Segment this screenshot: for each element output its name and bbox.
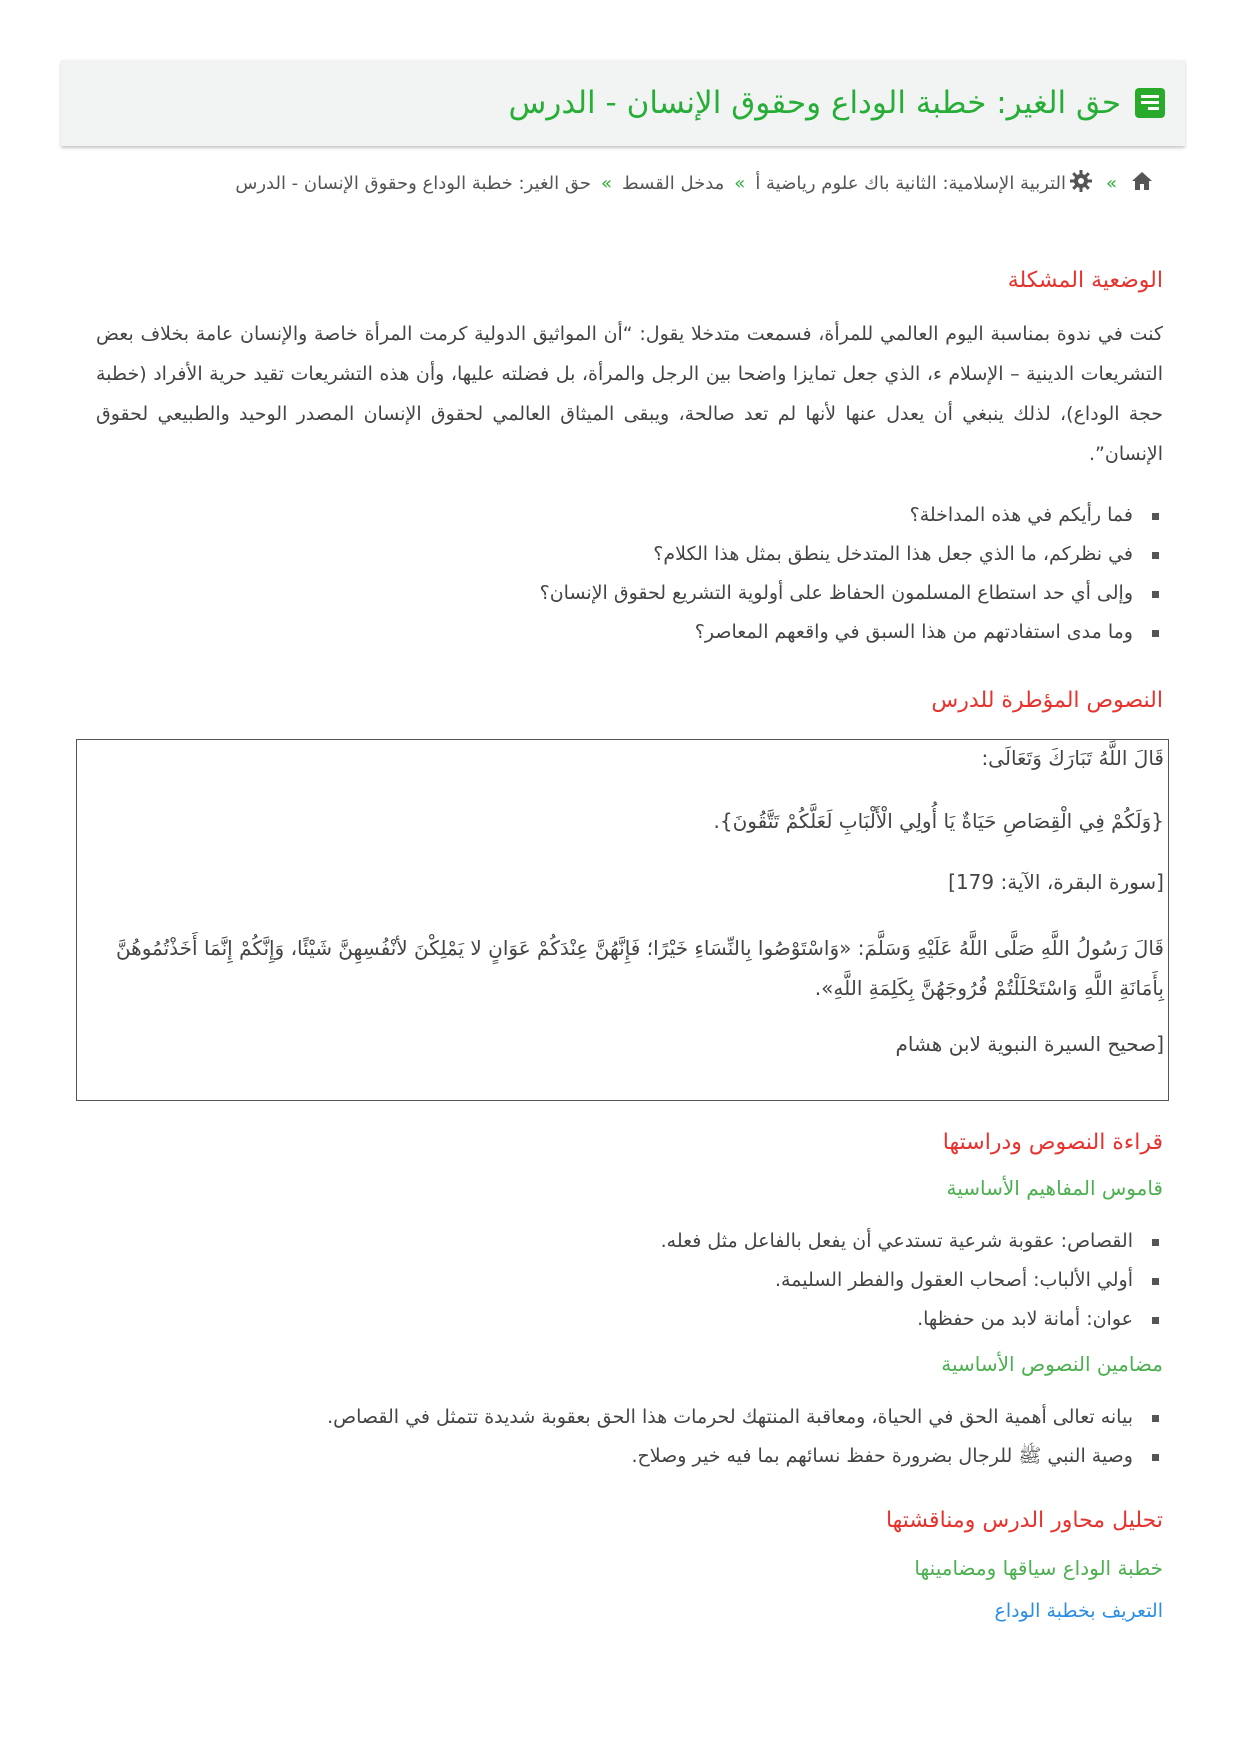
list-item: أولي الألباب: أصحاب العقول والفطر السليمة.: [661, 1261, 1163, 1300]
contents-heading: مضامين النصوص الأساسية: [941, 1352, 1163, 1376]
breadcrumb: [100, 170, 1157, 197]
home-icon[interactable]: [1131, 171, 1153, 196]
list-item: بيانه تعالى أهمية الحق في الحياة، ومعاقبة المنتهك لحرمات هذا الحق بعقوبة شديدة تتمثل في القصاص.: [327, 1398, 1163, 1437]
breadcrumb-item-current: حق الغير: خطبة الوداع وحقوق الإنسان - الدرس: [235, 173, 591, 194]
quran-verse: {وَلَكُمْ فِي الْقِصَاصِ حَيَاةٌ يَا أُولِي الْأَلْبَابِ لَعَلَّكُمْ تَتَّقُونَ}.: [713, 809, 1164, 833]
hadith-text: قَالَ رَسُولُ اللَّهِ صَلَّى اللَّهُ عَلَيْهِ وَسَلَّمَ: «وَاسْتَوْصُوا بِالنِّسَاءِ خَيْرًا؛ فَإِنَّهُنَّ عِنْدَكُمْ عَوَانٍ لا يَمْلِكْنَ لأنْفُسِهِنَّ شَيْئًا، وَإِنَّكُمْ إِنَّمَا أَخَذْتُمُوهُنَّ بِأَمَانَةِ اللَّهِ وَاسْتَحْلَلْتُمْ فُرُوجَهُنَّ بِكَلِمَةِ اللَّهِ».: [115, 936, 1164, 1000]
dictionary-list: [661, 1222, 1163, 1339]
breadcrumb-item-subject[interactable]: التربية الإسلامية: الثانية باك علوم رياضية أ: [755, 173, 1066, 194]
list-item: عوان: أمانة لابد من حفظها.: [661, 1300, 1163, 1339]
breadcrumb-separator: »: [734, 173, 746, 194]
breadcrumb-separator: »: [1105, 173, 1117, 194]
hadith-reference: [صحيح السيرة النبوية لابن هشام: [895, 1032, 1164, 1056]
list-item: القصاص: عقوبة شرعية تستدعي أن يفعل بالفاعل مثل فعله.: [661, 1222, 1163, 1261]
breadcrumb-separator: »: [600, 173, 612, 194]
list-item: وإلى أي حد استطاع المسلمون الحفاظ على أولوية التشريع لحقوق الإنسان؟: [540, 574, 1163, 613]
document-icon: [1135, 88, 1165, 118]
quote-intro: قَالَ اللَّهُ تَبَارَكَ وَتَعَالَى:: [981, 746, 1164, 770]
contents-list: [327, 1398, 1163, 1476]
quote-box: [76, 739, 1169, 1101]
title-bar: [61, 60, 1185, 146]
breadcrumb-item-unit[interactable]: مدخل القسط: [621, 173, 725, 194]
questions-list: [540, 496, 1163, 652]
problem-paragraph: كنت في ندوة بمناسبة اليوم العالمي للمرأة، فسمعت متدخلا يقول: “أن المواثيق الدولية كرمت المرأة خاصة والإنسان عامة بخلاف بعض التشريعات الدينية – الإسلام ء، الذي جعل تمايزا واضحا بين الرجل والمرأة، بل فضلته عليها، وأن هذه التشريعات تقيد حرية الأفراد (خطبة حجة الوداع)، لذلك ينبغي أن يعدل عنها لأنها لم تعد صالحة، ويبقى الميثاق العالمي لحقوق الإنسان المصدر الوحيد والطبيعي لحقوق الإنسان”.: [96, 323, 1163, 465]
verse-reference: [سورة البقرة، الآية: 179]: [948, 870, 1164, 894]
page-title: حق الغير: خطبة الوداع وحقوق الإنسان - الدرس: [508, 85, 1121, 121]
section-heading-analysis: تحليل محاور الدرس ومناقشتها: [885, 1508, 1163, 1533]
list-item: وصية النبي ﷺ للرجال بضرورة حفظ نسائهم بما فيه خير وصلاح.: [327, 1437, 1163, 1476]
farewell-sermon-link[interactable]: التعريف بخطبة الوداع: [994, 1600, 1163, 1622]
farewell-sermon-heading: خطبة الوداع سياقها ومضامينها: [914, 1556, 1163, 1580]
section-heading-reading: قراءة النصوص ودراستها: [942, 1130, 1163, 1155]
list-item: في نظركم، ما الذي جعل هذا المتدخل ينطق بمثل هذا الكلام؟: [540, 535, 1163, 574]
list-item: فما رأيكم في هذه المداخلة؟: [540, 496, 1163, 535]
section-heading-problem: الوضعية المشكلة: [1007, 268, 1163, 293]
gear-icon: [1070, 170, 1092, 197]
list-item: وما مدى استفادتهم من هذا السبق في واقعهم المعاصر؟: [540, 613, 1163, 652]
dictionary-heading: قاموس المفاهيم الأساسية: [946, 1176, 1163, 1200]
section-heading-texts: النصوص المؤطرة للدرس: [931, 688, 1163, 713]
